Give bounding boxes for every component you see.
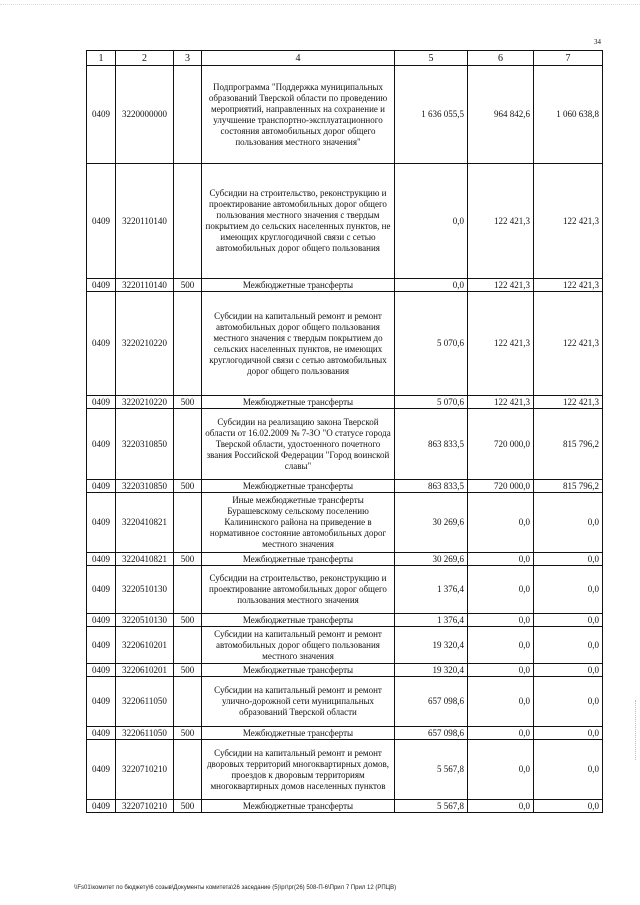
amount-col5: 19 320,4 (395, 627, 468, 664)
description: Субсидии на строительство, реконструкцию и проектирование автомобильных дорог общего пользования местного значения (202, 566, 395, 614)
section-code: 0409 (87, 677, 116, 727)
item-row (87, 292, 603, 396)
amount-col5: 657 098,6 (395, 727, 468, 740)
description: Субсидии на капитальный ремонт и ремонт автомобильных дорог общего пользования местного значения с твердым покрытием до сельских населенных пунктов, не имеющих круглогодичной связи с сетью автомобильных дорог общего пользования (202, 292, 395, 396)
description: Подпрограмма "Поддержка муниципальных образований Тверской области по проведению мероприятий, направленных на сохранение и улучшение транспортно-эксплуатационного состояния автомобильных дорог общего пользования местного значения" (202, 66, 395, 164)
header-row (87, 51, 603, 66)
target-code: 3220710210 (116, 740, 174, 800)
amount-col7: 122 421,3 (534, 164, 603, 279)
description: Межбюджетные трансферты (202, 553, 395, 566)
target-code: 3220000000 (116, 66, 174, 164)
amount-col7: 0,0 (534, 566, 603, 614)
amount-col6: 0,0 (468, 740, 534, 800)
target-code: 3220210220 (116, 292, 174, 396)
header-col-4: 4 (202, 51, 395, 66)
amount-col6: 0,0 (468, 664, 534, 677)
amount-col5: 5 070,6 (395, 396, 468, 409)
amount-col6: 0,0 (468, 727, 534, 740)
page-number: 34 (594, 38, 601, 46)
description: Межбюджетные трансферты (202, 800, 395, 813)
expense-type-code: 500 (174, 664, 202, 677)
amount-col5: 30 269,6 (395, 553, 468, 566)
header-col-3: 3 (174, 51, 202, 66)
amount-col5: 0,0 (395, 164, 468, 279)
amount-col6: 122 421,3 (468, 396, 534, 409)
amount-col7: 0,0 (534, 493, 603, 553)
section-code: 0409 (87, 493, 116, 553)
amount-col7: 0,0 (534, 664, 603, 677)
item-row (87, 740, 603, 800)
amount-col6: 0,0 (468, 627, 534, 664)
amount-col6: 720 000,0 (468, 480, 534, 493)
transfer-row (87, 727, 603, 740)
description: Межбюджетные трансферты (202, 727, 395, 740)
expense-type-code (174, 409, 202, 480)
description: Межбюджетные трансферты (202, 664, 395, 677)
amount-col7: 0,0 (534, 627, 603, 664)
expense-type-code: 500 (174, 396, 202, 409)
target-code: 3220710210 (116, 800, 174, 813)
description: Иные межбюджетные трансферты Бурашевскому сельскому поселению Калининского района на приведение в нормативное состояние автомобильных дорог местного значения (202, 493, 395, 553)
amount-col6: 720 000,0 (468, 409, 534, 480)
header-col-1: 1 (87, 51, 116, 66)
item-row (87, 627, 603, 664)
amount-col7: 0,0 (534, 553, 603, 566)
amount-col7: 0,0 (534, 614, 603, 627)
header-col-7: 7 (534, 51, 603, 66)
transfer-row (87, 396, 603, 409)
scan-artifact (635, 700, 638, 760)
amount-col6: 122 421,3 (468, 292, 534, 396)
item-row (87, 677, 603, 727)
expense-type-code (174, 66, 202, 164)
description: Межбюджетные трансферты (202, 614, 395, 627)
amount-col6: 0,0 (468, 614, 534, 627)
item-row (87, 66, 603, 164)
amount-col7: 122 421,3 (534, 292, 603, 396)
amount-col7: 122 421,3 (534, 279, 603, 292)
target-code: 3220110140 (116, 279, 174, 292)
header-col-2: 2 (116, 51, 174, 66)
section-code: 0409 (87, 664, 116, 677)
target-code: 3220110140 (116, 164, 174, 279)
target-code: 3220310850 (116, 409, 174, 480)
amount-col5: 19 320,4 (395, 664, 468, 677)
description: Субсидии на капитальный ремонт и ремонт автомобильных дорог общего пользования местного значения (202, 627, 395, 664)
item-row (87, 164, 603, 279)
expense-type-code: 500 (174, 800, 202, 813)
section-code: 0409 (87, 164, 116, 279)
expense-type-code: 500 (174, 279, 202, 292)
amount-col7: 0,0 (534, 800, 603, 813)
section-code: 0409 (87, 409, 116, 480)
amount-col5: 657 098,6 (395, 677, 468, 727)
amount-col7: 0,0 (534, 740, 603, 800)
section-code: 0409 (87, 480, 116, 493)
expense-type-code (174, 164, 202, 279)
amount-col7: 1 060 638,8 (534, 66, 603, 164)
expense-type-code (174, 493, 202, 553)
description: Субсидии на реализацию закона Тверской области от 16.02.2009 № 7-ЗО "О статусе города Тверской области, удостоенного почетного звания Российской Федерации "Город воинской славы" (202, 409, 395, 480)
expense-type-code: 500 (174, 480, 202, 493)
amount-col6: 0,0 (468, 800, 534, 813)
amount-col5: 863 833,5 (395, 409, 468, 480)
amount-col6: 122 421,3 (468, 164, 534, 279)
header-col-6: 6 (468, 51, 534, 66)
section-code: 0409 (87, 727, 116, 740)
expense-type-code: 500 (174, 614, 202, 627)
section-code: 0409 (87, 396, 116, 409)
amount-col7: 0,0 (534, 727, 603, 740)
target-code: 3220611050 (116, 727, 174, 740)
expense-type-code (174, 566, 202, 614)
amount-col6: 0,0 (468, 677, 534, 727)
amount-col5: 5 567,8 (395, 800, 468, 813)
section-code: 0409 (87, 566, 116, 614)
amount-col7: 815 796,2 (534, 480, 603, 493)
description: Субсидии на капитальный ремонт и ремонт улично-дорожной сети муниципальных образований Тверской области (202, 677, 395, 727)
item-row (87, 409, 603, 480)
item-row (87, 493, 603, 553)
section-code: 0409 (87, 66, 116, 164)
expense-type-code (174, 740, 202, 800)
amount-col5: 30 269,6 (395, 493, 468, 553)
target-code: 3220610201 (116, 664, 174, 677)
amount-col6: 0,0 (468, 493, 534, 553)
amount-col5: 0,0 (395, 279, 468, 292)
transfer-row (87, 614, 603, 627)
description: Межбюджетные трансферты (202, 396, 395, 409)
description: Субсидии на капитальный ремонт и ремонт дворовых территорий многоквартирных домов, проездов к дворовым территориям многоквартирных домов населенных пунктов (202, 740, 395, 800)
description: Межбюджетные трансферты (202, 480, 395, 493)
target-code: 3220610201 (116, 627, 174, 664)
amount-col5: 1 376,4 (395, 566, 468, 614)
transfer-row (87, 279, 603, 292)
expense-type-code (174, 627, 202, 664)
section-code: 0409 (87, 279, 116, 292)
section-code: 0409 (87, 292, 116, 396)
target-code: 3220410821 (116, 553, 174, 566)
expense-type-code (174, 292, 202, 396)
expense-type-code: 500 (174, 727, 202, 740)
target-code: 3220210220 (116, 396, 174, 409)
amount-col5: 863 833,5 (395, 480, 468, 493)
transfer-row (87, 800, 603, 813)
section-code: 0409 (87, 740, 116, 800)
target-code: 3220611050 (116, 677, 174, 727)
expense-type-code (174, 677, 202, 727)
section-code: 0409 (87, 627, 116, 664)
expense-type-code: 500 (174, 553, 202, 566)
section-code: 0409 (87, 553, 116, 566)
description: Субсидии на строительство, реконструкцию и проектирование автомобильных дорог общего пользования местного значения с твердым покрытием до сельских населенных пунктов, не имеющих круглогодичной связи с сетью автомобильных дорог общего пользования (202, 164, 395, 279)
amount-col5: 5 567,8 (395, 740, 468, 800)
target-code: 3220510130 (116, 566, 174, 614)
transfer-row (87, 480, 603, 493)
amount-col5: 5 070,6 (395, 292, 468, 396)
amount-col6: 964 842,6 (468, 66, 534, 164)
description: Межбюджетные трансферты (202, 279, 395, 292)
amount-col6: 122 421,3 (468, 279, 534, 292)
item-row (87, 566, 603, 614)
amount-col5: 1 636 055,5 (395, 66, 468, 164)
target-code: 3220410821 (116, 493, 174, 553)
budget-table (86, 50, 603, 813)
target-code: 3220510130 (116, 614, 174, 627)
amount-col6: 0,0 (468, 553, 534, 566)
amount-col5: 1 376,4 (395, 614, 468, 627)
header-col-5: 5 (395, 51, 468, 66)
file-path-footer: \\Fs01\комитет по бюджету\6 созыв\Документы комитета\26 заседание (5)\рг\рг(26) 508-П-6\Прил 7 Прил 12 (РПЦВ) (74, 885, 397, 891)
scan-edge-line (0, 4, 640, 5)
section-code: 0409 (87, 800, 116, 813)
amount-col7: 815 796,2 (534, 409, 603, 480)
amount-col7: 122 421,3 (534, 396, 603, 409)
amount-col6: 0,0 (468, 566, 534, 614)
transfer-row (87, 553, 603, 566)
section-code: 0409 (87, 614, 116, 627)
target-code: 3220310850 (116, 480, 174, 493)
transfer-row (87, 664, 603, 677)
amount-col7: 0,0 (534, 677, 603, 727)
